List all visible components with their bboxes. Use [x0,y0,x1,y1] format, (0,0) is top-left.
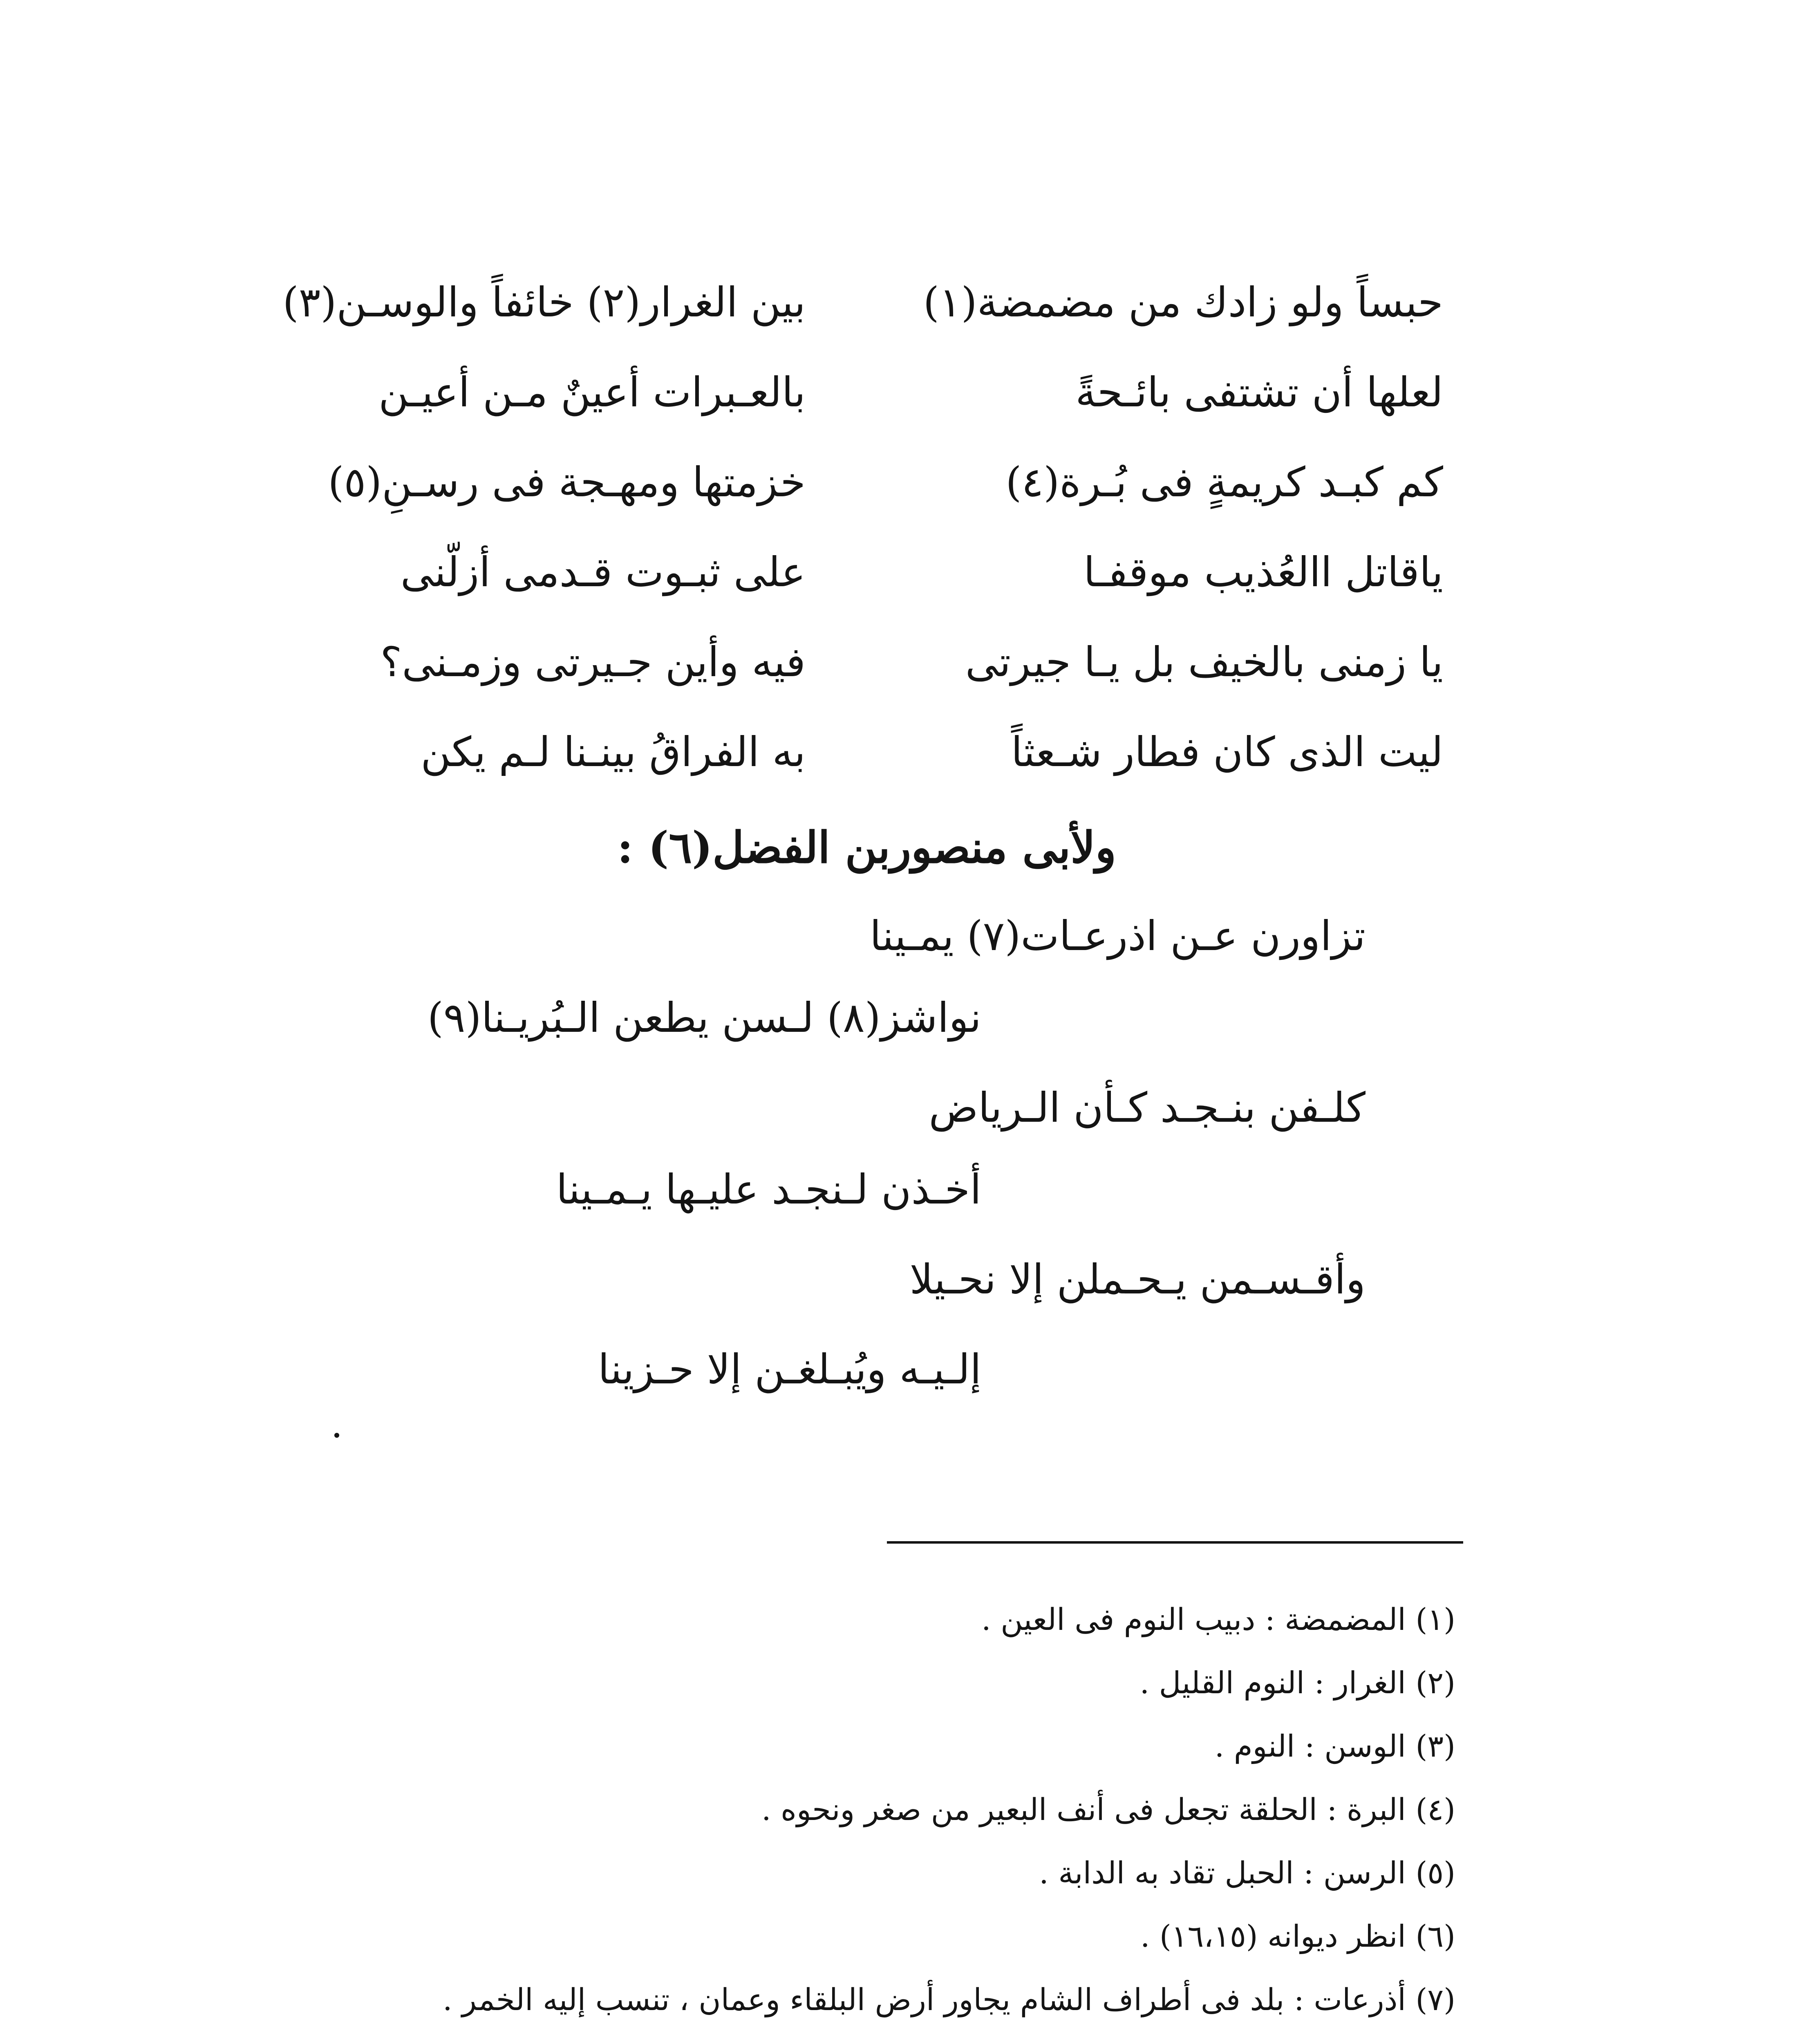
verse-1-first-hemistich: حبساً ولو زادك من مضمضة(١) [923,278,1443,326]
verse-6-first-hemistich: ليت الذى كان فطار شـعثاً [1011,728,1443,776]
verse-3-second-hemistich: خزمتها ومهـجة فى رسـنِ(٥) [328,458,806,506]
section-heading: ولأبى منصوربن الفضل(٦) : [617,822,1116,873]
stray-dot-mark [334,1433,339,1438]
verse-2-second-hemistich: بالعـبرات أعينٌ مـن أعيـن [378,368,806,416]
poem-2-line-3: كلـفن بنـجـد كـأن الـرياض [929,1084,1366,1132]
verse-3-first-hemistich: كم كبـد كريمةٍ فى بُـرة(٤) [1005,458,1443,506]
verse-4-second-hemistich: على ثبـوت قـدمى أزلّنى [400,548,806,596]
footnote-1: (١) المضمضة : دبيب النوم فى العين . [981,1602,1455,1637]
verse-6-second-hemistich: به الفراقُ بينـنا لـم يكن [421,728,806,776]
poem-2-line-2: نواشز(٨) لـسن يطعن الـبُريـنا(٩) [427,994,981,1042]
footnote-4: (٤) البرة : الحلقة تجعل فى أنف البعير من صغر ونحوه . [761,1792,1455,1827]
verse-2-first-hemistich: لعلها أن تشتفى بائـحةً [1075,368,1443,416]
poem-2-line-5: وأقـسـمن يـحـملن إلا نحـيلا [909,1255,1366,1303]
footnote-5: (٥) الرسن : الحبل تقاد به الدابة . [1039,1856,1455,1891]
footnote-separator [887,1541,1463,1544]
poem-2-line-4: أخـذن لـنجـد عليـها يـمـينا [556,1165,981,1213]
verse-5-second-hemistich: فيه وأين جـيرتى وزمـنى؟ [380,638,806,686]
verse-5-first-hemistich: يا زمنى بالخيف بل يـا جيرتى [965,638,1443,686]
footnote-7: (٧) أذرعات : بلد فى أطراف الشام يجاور أرض البلقاء وعمان ، تنسب إليه الخمر . [443,1982,1455,2017]
poem-2-line-6: إلـيـه ويُبـلغـن إلا حـزينا [598,1345,981,1393]
footnote-6: (٦) انظر ديوانه (١٦،١٥) . [1140,1919,1455,1954]
verse-1-second-hemistich: بين الغرار(٢) خائفاً والوسـن(٣) [282,278,806,326]
footnote-3: (٣) الوسن : النوم . [1214,1729,1455,1764]
poem-2-line-1: تزاورن عـن اذرعـات(٧) يمـينا [870,912,1366,960]
verse-4-first-hemistich: ياقاتل االعُذيب موقفـا [1083,548,1443,596]
footnote-2: (٢) الغرار : النوم القليل . [1139,1665,1455,1701]
